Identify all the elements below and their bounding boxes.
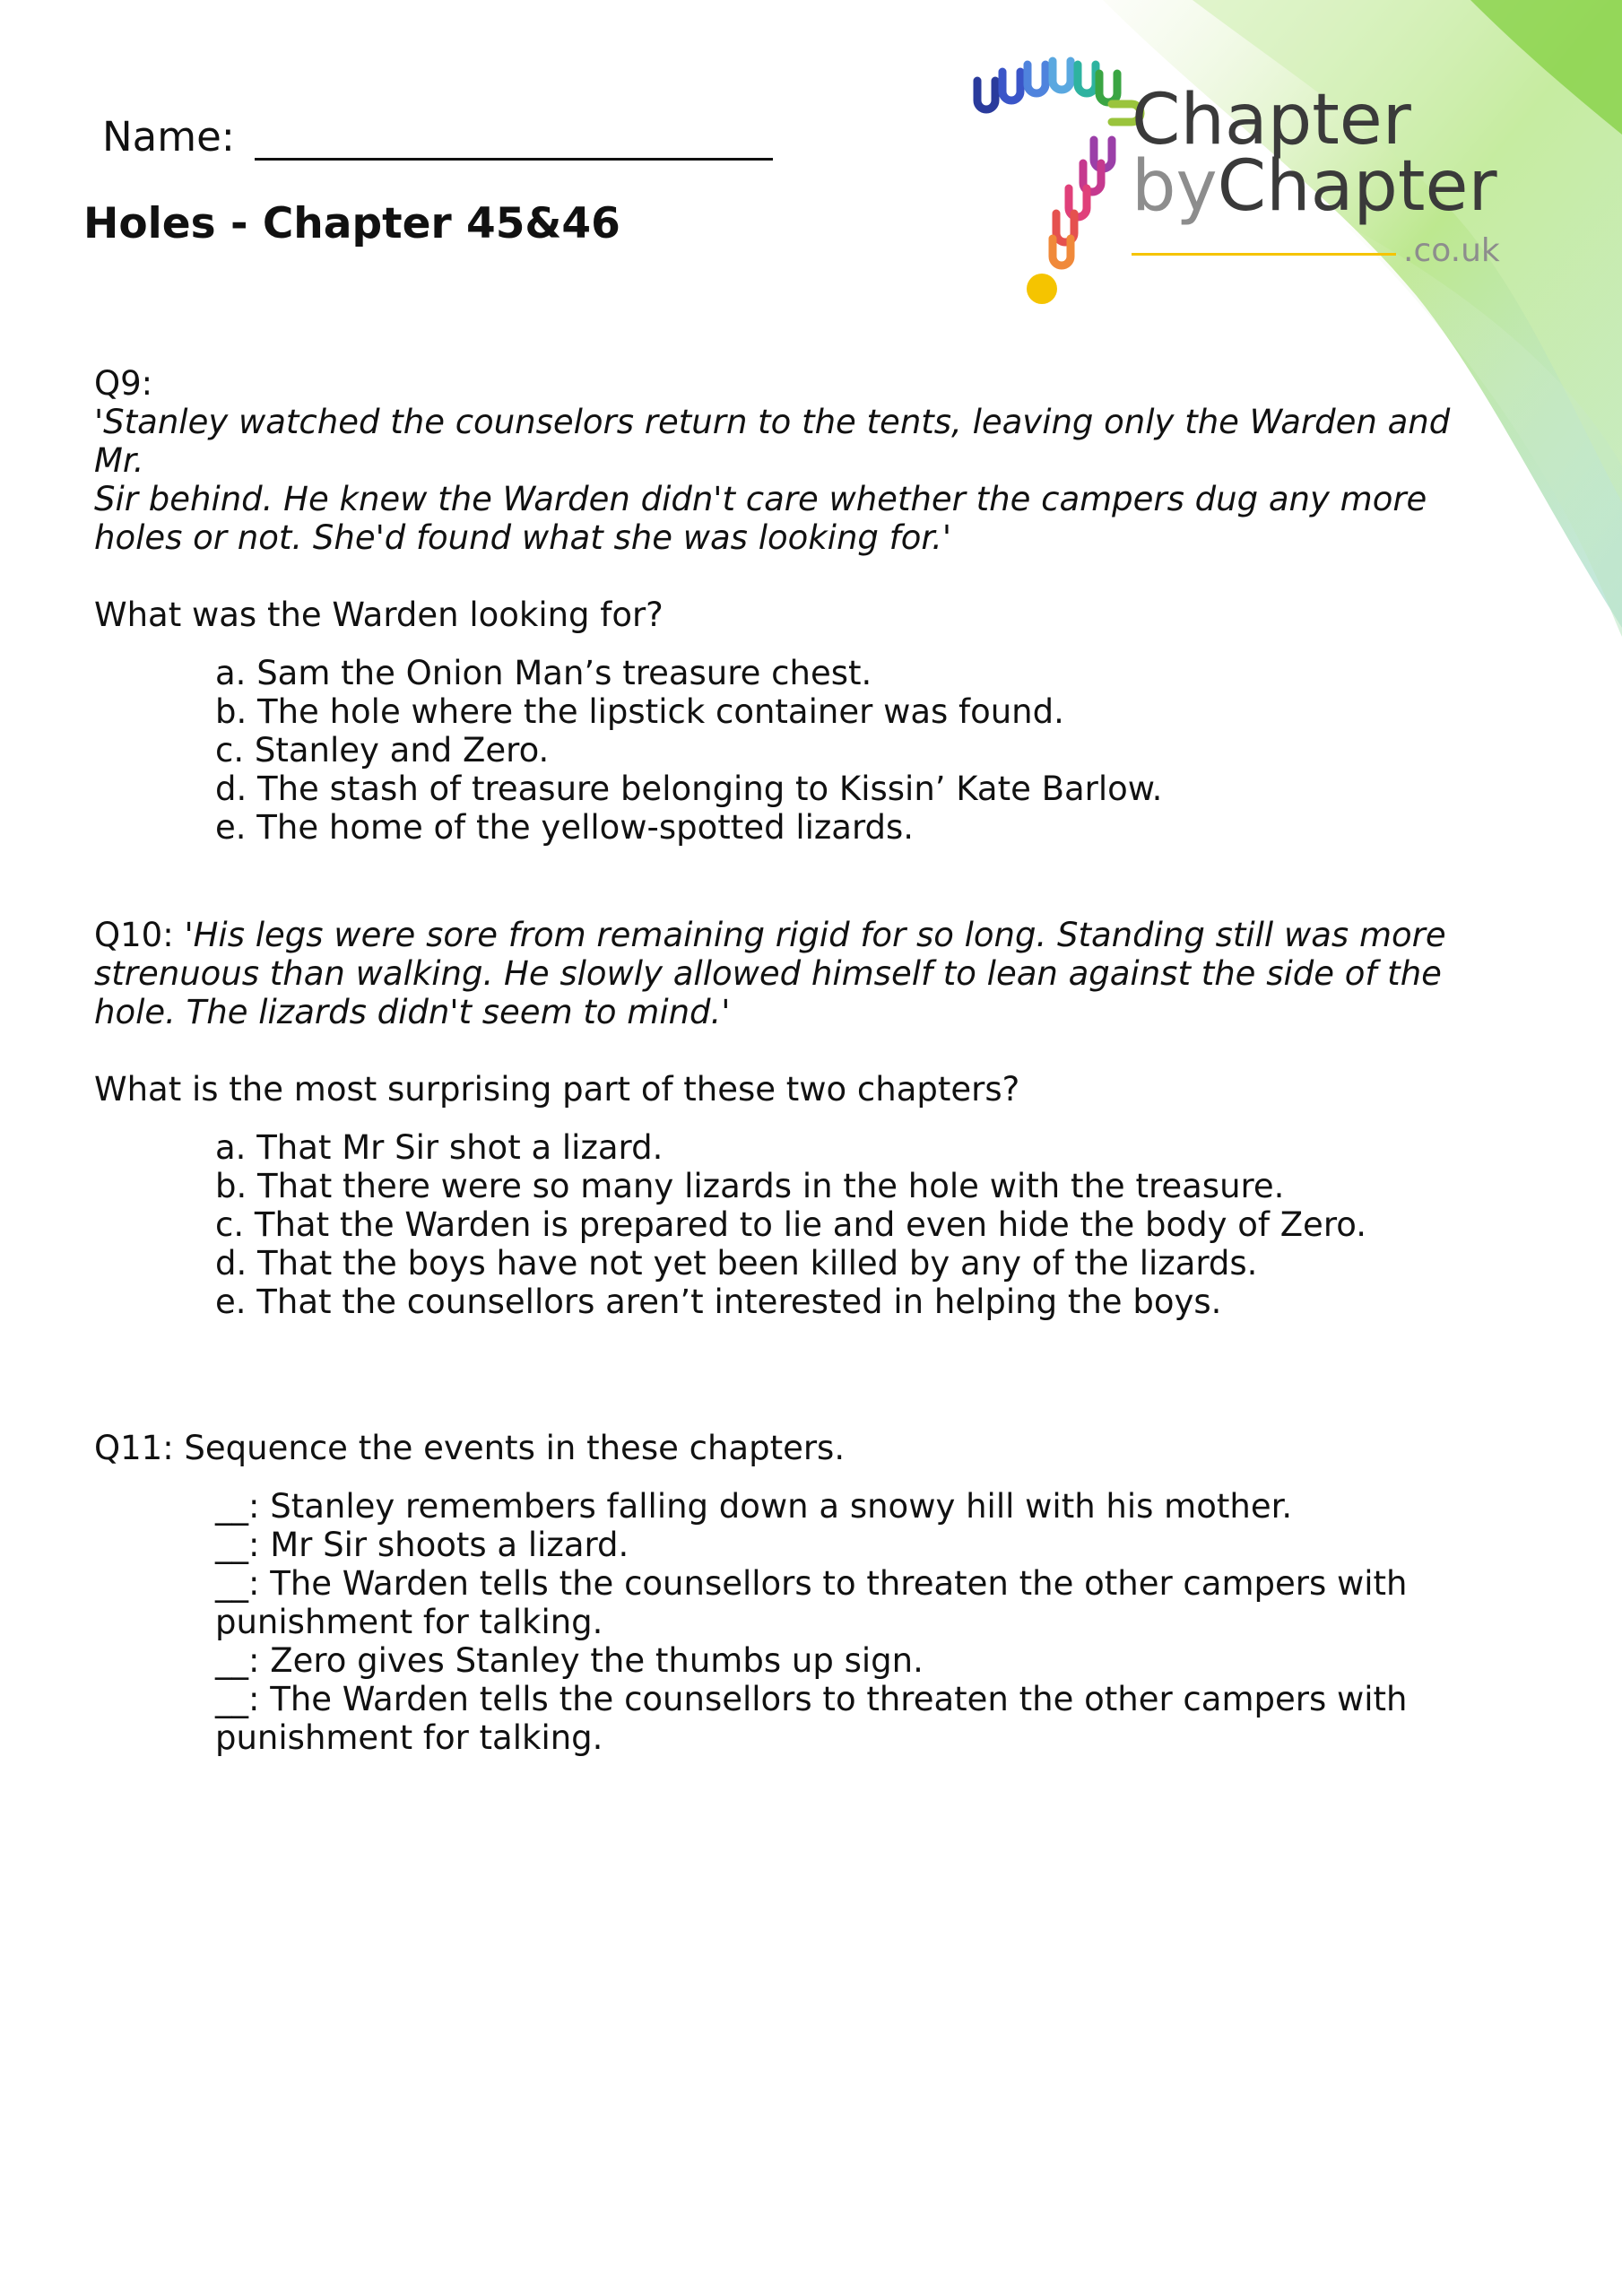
q10-quote-text: 'His legs were sore from remaining rigid for so long. Standing still was more strenuous than walking. He slowly allowed himself to lean against the side of the hole. The lizards didn't seem to mind.' [94, 916, 1446, 1031]
logo-suffix: .co.uk [1403, 232, 1500, 269]
q9-option-e[interactable]: e. The home of the yellow-spotted lizards. [215, 808, 915, 847]
q9-number: Q9: [94, 364, 153, 403]
q11-item-4[interactable]: __: Zero gives Stanley the thumbs up sign. [215, 1641, 924, 1680]
question-11 [94, 1429, 1529, 1757]
logo-by: by [1132, 146, 1218, 227]
q10-option-b[interactable]: b. That there were so many lizards in the hole with the treasure. [215, 1167, 1285, 1205]
q9-prompt: What was the Warden looking for? [94, 596, 664, 634]
logo-line1: Chapter [1132, 80, 1411, 161]
q10-option-d[interactable]: d. That the boys have not yet been killed by any of the lizards. [215, 1244, 1258, 1283]
q11-item-3[interactable]: __: The Warden tells the counsellors to threaten the other campers with punishment for talking. [215, 1564, 1408, 1641]
name-underline[interactable] [255, 122, 773, 161]
name-field[interactable] [102, 113, 773, 161]
q10-prompt: What is the most surprising part of these two chapters? [94, 1070, 1020, 1109]
question-10 [94, 916, 1529, 1321]
q10-options [94, 1128, 1529, 1321]
q11-sequence-list [94, 1487, 1515, 1757]
q9-option-a[interactable]: a. Sam the Onion Man’s treasure chest. [215, 654, 872, 692]
page-title: Holes - Chapter 45&46 [83, 199, 620, 248]
q9-options [94, 654, 1529, 847]
logo-chapter: Chapter [1217, 146, 1497, 227]
q10-number: Q10: [94, 916, 174, 954]
name-label: Name: [102, 113, 235, 161]
q9-quote-line2: Sir behind. He knew the Warden didn't care whether the campers dug any more holes or not. She'd found what she was looking for.' [94, 480, 1427, 557]
q10-quote [94, 916, 1529, 1031]
q10-option-c[interactable]: c. That the Warden is prepared to lie and even hide the body of Zero. [215, 1205, 1366, 1244]
q9-option-c[interactable]: c. Stanley and Zero. [215, 731, 550, 770]
q11-item-1[interactable]: __: Stanley remembers falling down a snowy hill with his mother. [215, 1487, 1293, 1526]
q9-quote [94, 364, 1529, 480]
q10-option-a[interactable]: a. That Mr Sir shot a lizard. [215, 1128, 664, 1167]
question-9 [94, 364, 1529, 847]
q10-option-e[interactable]: e. That the counsellors aren’t interested in helping the boys. [215, 1283, 1222, 1321]
logo-underline [1132, 253, 1396, 256]
q9-quote-line1: 'Stanley watched the counselors return to the tents, leaving only the Warden and Mr. [94, 403, 1451, 480]
logo-line2 [1132, 146, 1497, 227]
q9-option-b[interactable]: b. The hole where the lipstick container was found. [215, 692, 1064, 731]
q11-item-2[interactable]: __: Mr Sir shoots a lizard. [215, 1526, 629, 1564]
q9-option-d[interactable]: d. The stash of treasure belonging to Kissin’ Kate Barlow. [215, 770, 1163, 808]
logo-wordmark [1132, 80, 1497, 227]
q11-prompt: Q11: Sequence the events in these chapters. [94, 1429, 846, 1467]
q11-item-5[interactable]: __: The Warden tells the counsellors to threaten the other campers with punishment for talking. [215, 1680, 1408, 1757]
